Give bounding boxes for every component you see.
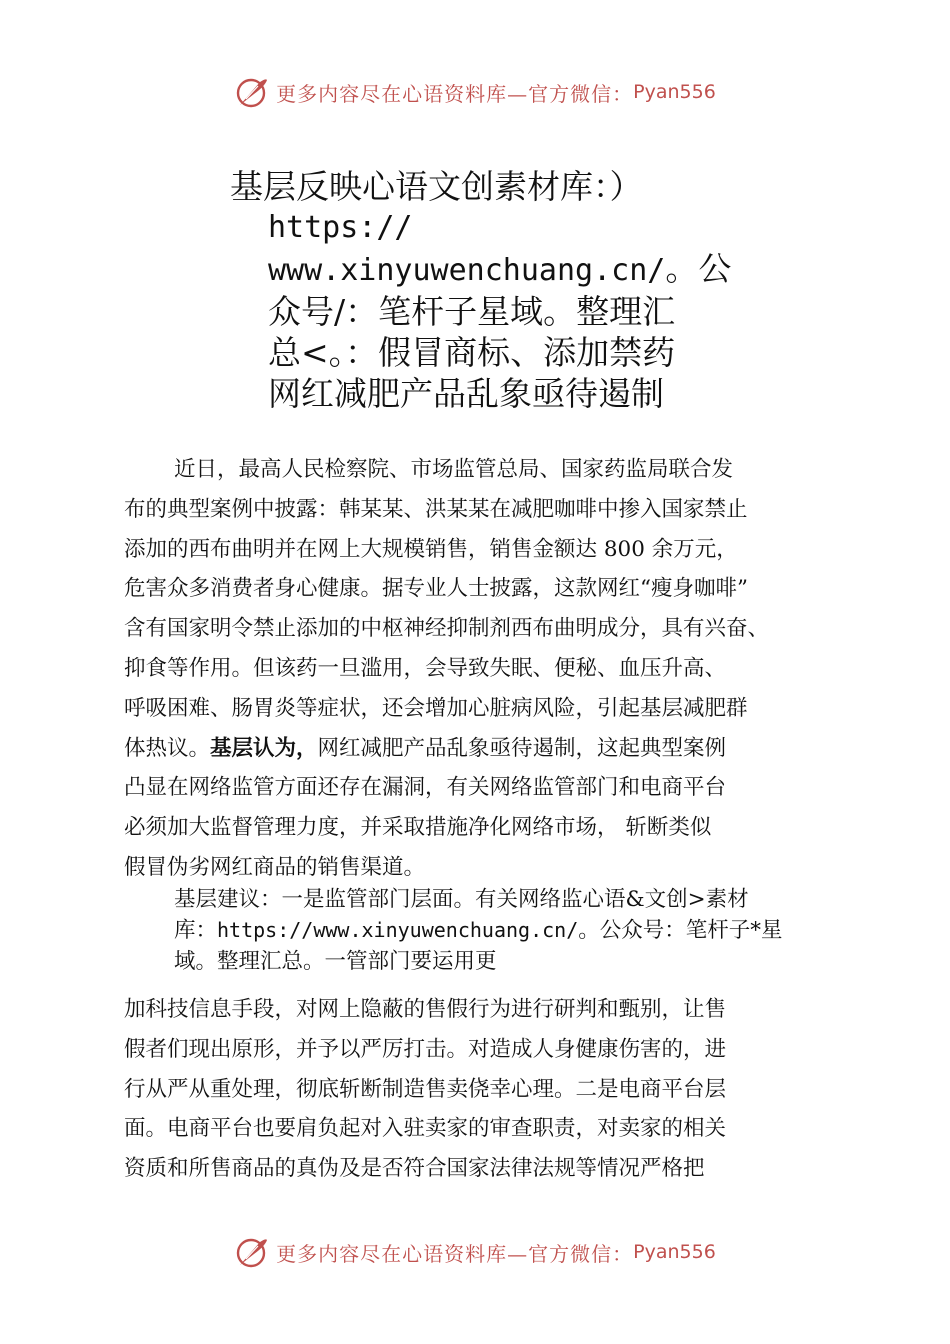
text-segment: 体热议。	[124, 735, 211, 761]
text-line: 域。整理汇总。一管部门要运用更	[174, 949, 497, 974]
text-segment: 。公众号：笔杆子*星	[578, 918, 783, 943]
title-line	[230, 248, 750, 291]
text-line: 资质和所售商品的真伪及是否符合国家法律法规等情况严格把	[124, 1156, 705, 1182]
paragraph-3	[124, 990, 844, 1189]
text-line: 抑食等作用。但该药一旦滥用，会导致失眠、便秘、血压升高、	[124, 655, 727, 681]
quill-logo-icon	[234, 1234, 270, 1270]
text-line: 添加的西布曲明并在网上大规模销售，销售金额达 800 余万元，	[124, 536, 738, 562]
quill-logo-icon	[234, 74, 270, 110]
url-text: https://www.xinyuwenchuang.cn/	[217, 918, 579, 942]
text-line: 假冒伪劣网红商品的销售渠道。	[124, 854, 426, 880]
title-line: 基层反映心语文创素材库：）	[230, 167, 643, 206]
header-banner	[0, 70, 950, 114]
paragraph-2	[124, 884, 844, 977]
title-line: 网红减肥产品乱象亟待遏制	[268, 374, 664, 413]
title-line: 众号/：笔杆子星域。整理汇	[268, 292, 676, 331]
text-line: 假者们现出原形，并予以严厉打击。对造成人身健康伤害的，进	[124, 1036, 727, 1062]
text-line	[124, 729, 844, 769]
text-line: 危害众多消费者身心健康。据专业人士披露，这款网红“瘦身咖啡”	[124, 576, 748, 602]
text-line: 行从严从重处理，彻底斩断制造售卖侥幸心理。二是电商平台层	[124, 1076, 727, 1102]
banner-text: 更多内容尽在心语资料库—官方微信：	[276, 81, 634, 106]
document-title	[230, 166, 750, 414]
title-url: www.xinyuwenchuang.cn/	[268, 253, 666, 288]
text-line: 必须加大监督管理力度，并采取措施净化网络市场， 斩断类似	[124, 815, 712, 841]
text-line: 布的典型案例中披露：韩某某、洪某某在减肥咖啡中掺入国家禁止	[124, 496, 748, 522]
banner-handle: Pyan556	[633, 1241, 716, 1263]
text-line: 含有国家明令禁止添加的中枢神经抑制剂西布曲明成分，具有兴奋、	[124, 616, 770, 642]
text-line: 近日，最高人民检察院、市场监管总局、国家药监局联合发	[174, 457, 734, 482]
title-line: 总<。：假冒商标、添加禁药	[268, 333, 676, 372]
text-line: 呼吸困难、肠胃炎等症状，还会增加心脏病风险，引起基层减肥群	[124, 695, 748, 721]
text-line: 加科技信息手段，对网上隐蔽的售假行为进行研判和甄别，让售	[124, 997, 727, 1022]
banner-text: 更多内容尽在心语资料库—官方微信：	[276, 1241, 634, 1266]
banner-handle: Pyan556	[633, 81, 716, 103]
text-line	[124, 915, 844, 946]
title-line-tail: 。公	[665, 249, 732, 288]
title-line: https://	[268, 210, 413, 245]
paragraph-1	[124, 450, 844, 888]
text-line: 面。电商平台也要肩负起对入驻卖家的审查职责，对卖家的相关	[124, 1116, 727, 1142]
bold-phrase: 基层认为，	[210, 735, 318, 761]
footer-banner	[0, 1230, 950, 1274]
text-segment: 网红减肥产品乱象亟待遏制，这起典型案例	[317, 735, 727, 761]
text-segment: 库：	[174, 918, 218, 943]
text-line: 基层建议：一是监管部门层面。有关网络监心语&文创>素材	[174, 887, 749, 912]
text-line: 凸显在网络监管方面还存在漏洞，有关网络监管部门和电商平台	[124, 775, 727, 801]
